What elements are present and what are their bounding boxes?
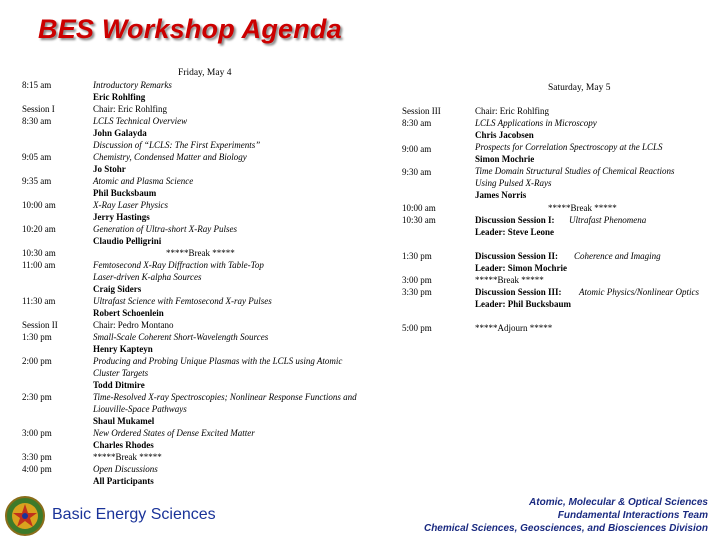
agenda-topic: X-Ray Laser Physics	[93, 200, 168, 210]
agenda-topic: Using Pulsed X-Rays	[475, 178, 552, 188]
friday-header: Friday, May 4	[178, 68, 232, 78]
agenda-topic: New Ordered States of Dense Excited Matter	[93, 428, 255, 438]
agenda-topic: Chemistry, Condensed Matter and Biology	[93, 152, 247, 162]
agenda-speaker: All Participants	[93, 476, 154, 486]
saturday-time: 10:00 am	[402, 203, 436, 213]
friday-time: 9:35 am	[22, 176, 52, 186]
agenda-topic: Open Discussions	[93, 464, 158, 474]
friday-time: 2:00 pm	[22, 356, 52, 366]
friday-time: 8:30 am	[22, 116, 52, 126]
agenda-topic: Femtosecond X-Ray Diffraction with Table-Top	[93, 260, 264, 270]
discussion-leader: Leader: Steve Leone	[475, 227, 554, 237]
friday-time: 11:00 am	[22, 260, 56, 270]
agenda-topic: Liouville-Space Pathways	[93, 404, 187, 414]
agenda-speaker: Craig Siders	[93, 284, 142, 294]
footer-division-line: Chemical Sciences, Geosciences, and Biosciences Division	[423, 523, 708, 534]
discussion-session-label: Discussion Session I:	[475, 215, 555, 225]
agenda-topic: Producing and Probing Unique Plasmas with the LCLS using Atomic	[93, 356, 343, 366]
agenda-speaker: Shaul Mukamel	[93, 416, 155, 426]
agenda-speaker: James Norris	[475, 190, 527, 200]
saturday-time: 10:30 am	[402, 215, 436, 225]
agenda-topic: Prospects for Correlation Spectroscopy at the LCLS	[475, 142, 663, 152]
session-chair: Chair: Eric Rohlfing	[93, 104, 167, 114]
bes-logo-icon	[4, 495, 46, 537]
friday-time: 9:05 am	[22, 152, 52, 162]
friday-time: 10:30 am	[22, 248, 56, 258]
discussion-leader: Leader: Simon Mochrie	[475, 263, 567, 273]
discussion-leader: Leader: Phil Bucksbaum	[475, 299, 572, 309]
friday-session-label: Session II	[22, 320, 58, 330]
agenda-topic: Introductory Remarks	[93, 80, 172, 90]
discussion-topic: Atomic Physics/Nonlinear Optics	[579, 287, 699, 297]
friday-time: 3:00 pm	[22, 428, 52, 438]
adjourn-line: *****Adjourn *****	[475, 323, 553, 333]
friday-time: 2:30 pm	[22, 392, 52, 402]
agenda-speaker: Jo Stohr	[93, 164, 126, 174]
agenda-topic: Time Domain Structural Studies of Chemical Reactions	[475, 166, 675, 176]
session-chair: Chair: Eric Rohlfing	[475, 106, 549, 116]
friday-time: 11:30 am	[22, 296, 56, 306]
agenda-speaker: Simon Mochrie	[475, 154, 535, 164]
agenda-speaker: Henry Kapteyn	[93, 344, 153, 354]
saturday-time: 9:30 am	[402, 167, 432, 177]
agenda-topic: Discussion of “LCLS: The First Experiments”	[93, 140, 261, 150]
saturday-time: 9:00 am	[402, 144, 432, 154]
session-chair: Chair: Pedro Montano	[93, 320, 174, 330]
footer-division-line: Fundamental Interactions Team	[557, 510, 708, 521]
discussion-session-label: Discussion Session III:	[475, 287, 562, 297]
discussion-session-label: Discussion Session II:	[475, 251, 559, 261]
break-line: *****Break *****	[475, 275, 544, 285]
agenda-speaker: Robert Schoenlein	[93, 308, 164, 318]
agenda-speaker: Jerry Hastings	[93, 212, 150, 222]
agenda-speaker: Charles Rhodes	[93, 440, 154, 450]
saturday-session-label: Session III	[402, 106, 441, 116]
friday-time: 1:30 pm	[22, 332, 52, 342]
agenda-topic: Cluster Targets	[93, 368, 149, 378]
discussion-topic: Coherence and Imaging	[574, 251, 661, 261]
friday-time: 4:00 pm	[22, 464, 52, 474]
friday-session-label: Session I	[22, 104, 55, 114]
break-line: *****Break *****	[93, 452, 162, 462]
saturday-header: Saturday, May 5	[548, 83, 611, 93]
agenda-speaker: John Galayda	[93, 128, 147, 138]
friday-time: 8:15 am	[22, 80, 52, 90]
agenda-speaker: Todd Ditmire	[93, 380, 145, 390]
agenda-topic: Generation of Ultra-short X-Ray Pulses	[93, 224, 237, 234]
discussion-topic: Ultrafast Phenomena	[569, 215, 647, 225]
break-line: *****Break *****	[548, 203, 617, 213]
friday-time: 10:20 am	[22, 224, 56, 234]
friday-time: 10:00 am	[22, 200, 56, 210]
agenda-speaker: Phil Bucksbaum	[93, 188, 157, 198]
agenda-topic: LCLS Technical Overview	[93, 116, 188, 126]
saturday-time: 3:00 pm	[402, 275, 432, 285]
agenda-topic: Ultrafast Science with Femtosecond X-ray Pulses	[93, 296, 272, 306]
saturday-time: 1:30 pm	[402, 251, 432, 261]
agenda-topic: Atomic and Plasma Science	[93, 176, 194, 186]
agenda-speaker: Chris Jacobsen	[475, 130, 534, 140]
page-title: BES Workshop Agenda	[38, 14, 342, 44]
agenda-speaker: Eric Rohlfing	[93, 92, 146, 102]
agenda-speaker: Claudio Pelligrini	[93, 236, 162, 246]
footer-program-name: Basic Energy Sciences	[52, 506, 216, 523]
agenda-topic: Time-Resolved X-ray Spectroscopies; Nonlinear Response Functions and	[93, 392, 357, 402]
agenda-topic: Laser-driven K-alpha Sources	[93, 272, 202, 282]
saturday-time: 8:30 am	[402, 118, 432, 128]
footer-division-line: Atomic, Molecular & Optical Sciences	[529, 497, 708, 508]
break-line: *****Break *****	[166, 248, 235, 258]
saturday-time: 3:30 pm	[402, 287, 432, 297]
agenda-topic: LCLS Applications in Microscopy	[475, 118, 597, 128]
agenda-topic: Small-Scale Coherent Short-Wavelength Sources	[93, 332, 269, 342]
friday-time: 3:30 pm	[22, 452, 52, 462]
saturday-time: 5:00 pm	[402, 323, 432, 333]
